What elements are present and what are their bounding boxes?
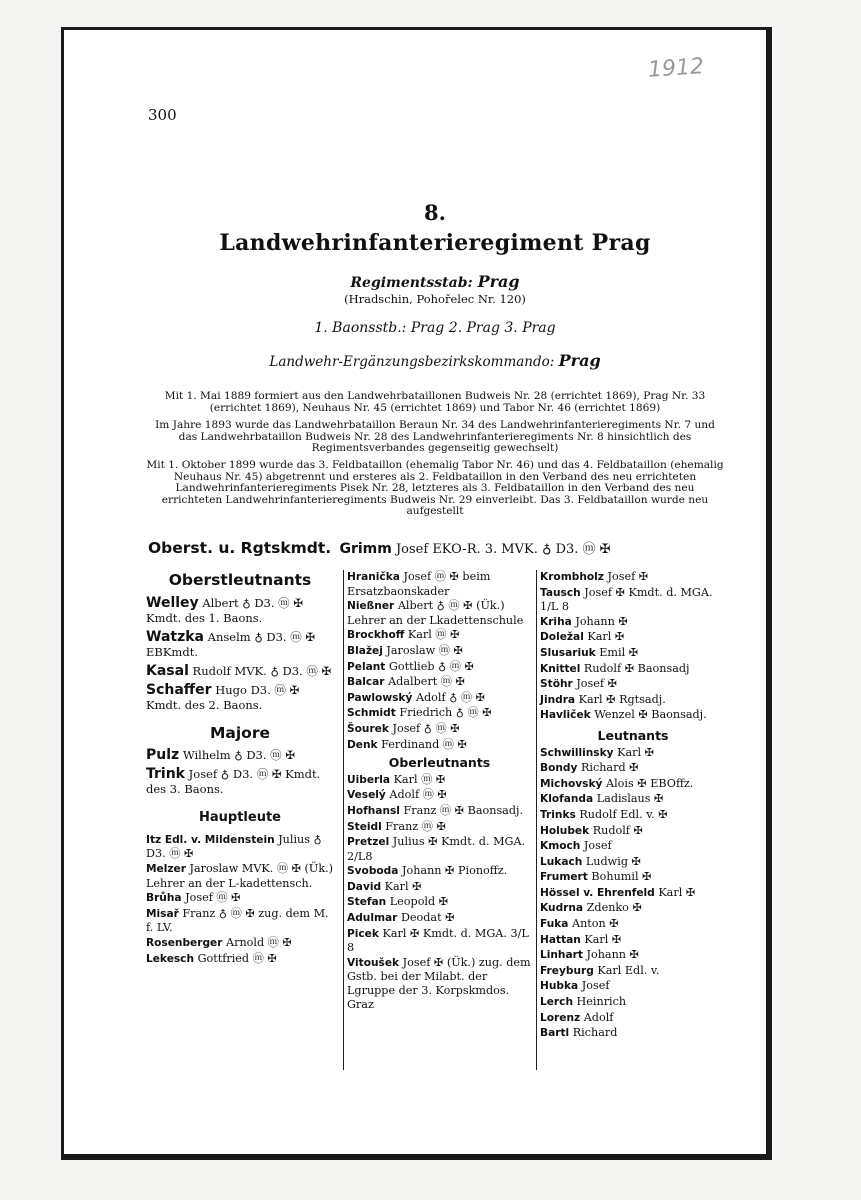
officer-details: Adalbert ⓜ ✠ — [388, 675, 465, 689]
officer-details: Karl ⓜ ✠ — [407, 628, 460, 642]
officer-surname: Linhart — [540, 949, 583, 962]
officer-entry — [540, 870, 726, 885]
officer-entry — [540, 948, 726, 963]
officer-surname: Veselý — [347, 789, 386, 802]
officer-entry — [540, 646, 726, 661]
officer-entry — [540, 995, 726, 1010]
officer-details: Karl ✠ — [617, 745, 655, 759]
heading-oberstleutnants: Oberstleutnants — [168, 571, 312, 589]
officer-details: Julius ♁ D3. ⓜ ✠ — [146, 832, 322, 861]
officer-surname: Trink — [146, 766, 185, 783]
officer-surname: Pelant — [347, 660, 386, 673]
officer-entry — [347, 864, 532, 879]
commander-label: Oberst. u. Rgtskmdt. — [148, 539, 332, 557]
officer-surname: Steidl — [347, 820, 382, 833]
officer-surname: Kriha — [540, 615, 572, 628]
officer-entry — [540, 615, 726, 630]
officer-details: Rudolf ✠ — [592, 823, 643, 837]
column-1 — [146, 570, 334, 967]
officer-entry — [347, 570, 532, 598]
officer-details: Josef ✠ — [576, 677, 617, 691]
officer-entry — [540, 708, 726, 723]
officer-entry — [540, 792, 726, 807]
officer-entry — [540, 1011, 726, 1026]
regiment-title: Landwehrinfanterieregiment Prag — [219, 230, 651, 256]
officer-surname: Freyburg — [540, 964, 594, 977]
regiment-commander — [148, 538, 611, 557]
officer-surname: Trinks — [540, 808, 576, 821]
officer-entry — [347, 804, 532, 819]
officer-details: Karl ✠ — [658, 885, 696, 899]
officer-surname: Fuka — [540, 918, 569, 931]
officer-details: Karl ⓜ ✠ — [393, 772, 446, 786]
officer-surname: Frumert — [540, 871, 588, 884]
officer-surname: Kudrna — [540, 902, 584, 915]
officer-entry — [347, 835, 532, 863]
officer-details: Jaroslaw MVK. ⓜ ✠ (Ük.) Lehrer an der L-kadettensch. — [146, 861, 334, 890]
officer-surname: Melzer — [146, 862, 186, 875]
officer-entry — [540, 677, 726, 692]
officer-details: Karl ✠ Kmdt. d. MGA. 3/L 8 — [347, 926, 529, 955]
officer-surname: Schmidt — [347, 707, 396, 720]
officer-details: Anton ✠ — [572, 917, 619, 931]
officer-details: Adolf ♁ ⓜ ✠ — [415, 690, 486, 704]
officer-details: Alois ✠ EBOffz. — [606, 776, 694, 790]
officer-details: Josef ⓜ ✠ beim Ersatzbaonskader — [347, 570, 491, 598]
officer-surname: Balcar — [347, 676, 385, 689]
baons-line: 1. Baonsstb.: Prag 2. Prag 3. Prag — [314, 320, 556, 336]
officer-entry — [540, 979, 726, 994]
page-number: 300 — [148, 106, 177, 124]
heading-oberleutnants: Oberleutnants — [388, 755, 491, 771]
officer-details: Josef ✠ — [607, 570, 649, 583]
officer-surname: Welley — [146, 594, 199, 611]
officer-entry — [146, 936, 334, 951]
officer-surname: Klofanda — [540, 793, 594, 806]
officer-surname: Nießner — [347, 600, 395, 613]
officer-surname: Pawlowský — [347, 691, 413, 704]
officer-entry — [540, 570, 726, 585]
officer-details: Gottfried ⓜ ✠ — [197, 951, 277, 965]
officer-details: Heinrich — [576, 995, 627, 1009]
history-paragraph-2: Im Jahre 1893 wurde das Landwehrbataillon Beraun Nr. 34 des Landwehrinfanterieregiments Nr. 7 und das Landwehrbataillon Budweis Nr. 28 des Landwehrinfanterieregiments Nr. 8 hinsichtlich des Regimentsverbandes gegenseitig gewechselt) — [155, 419, 715, 454]
officer-surname: Hofhansl — [347, 804, 400, 817]
officer-details: Bohumil ✠ — [591, 870, 652, 884]
officer-surname: Kmoch — [540, 840, 581, 853]
officer-details: Wenzel ✠ Baonsadj. — [594, 708, 707, 722]
stab-label: Regimentsstab: — [350, 275, 473, 291]
officer-surname: Stöhr — [540, 678, 573, 691]
officer-details: Arnold ⓜ ✠ — [226, 935, 292, 949]
officer-entry — [540, 808, 726, 823]
officer-entry — [146, 630, 334, 660]
officer-details: Ludwig ✠ — [585, 854, 641, 868]
officer-details: Johann ✠ Pionoffz. — [401, 864, 508, 878]
officer-details: Albert ♁ D3. ⓜ ✠ Kmdt. des 1. Baons. — [146, 595, 303, 625]
officer-surname: Blažej — [347, 644, 383, 657]
officer-surname: Watzka — [146, 628, 204, 645]
officer-surname: Hössel v. Ehrenfeld — [540, 886, 655, 899]
heading-majore: Majore — [209, 723, 270, 742]
erg-label: Landwehr-Ergänzungsbezirkskommando: — [269, 354, 555, 370]
officer-entry — [146, 833, 334, 861]
officer-surname: Bartl — [540, 1027, 570, 1040]
officer-details: Adolf ⓜ ✠ — [389, 788, 447, 802]
officer-entry — [540, 746, 726, 761]
officer-entry — [146, 596, 334, 626]
commander-details: Josef EKO-R. 3. MVK. ♁ D3. ⓜ ✠ — [395, 542, 611, 557]
officer-entry — [540, 777, 726, 792]
officer-details: Deodat ✠ — [400, 911, 455, 925]
officer-surname: Stefan — [347, 896, 387, 909]
officer-surname: Pulz — [146, 747, 180, 764]
officer-entry — [146, 748, 334, 763]
officer-entry — [146, 891, 334, 906]
officer-surname: Havliček — [540, 709, 591, 722]
officer-surname: Kasal — [146, 662, 189, 679]
officer-details: Johann ✠ — [575, 614, 628, 628]
officer-surname: Lorenz — [540, 1011, 581, 1024]
officer-entry — [347, 660, 532, 675]
handwritten-year-annotation: 1912 — [647, 54, 705, 83]
officer-surname: Krombholz — [540, 571, 604, 583]
officer-entry — [540, 761, 726, 776]
officer-entry — [347, 895, 532, 910]
officer-surname: Hranička — [347, 571, 400, 583]
officer-details: Anselm ♁ D3. ⓜ ✠ EBKmdt. — [146, 629, 316, 659]
officer-details: Rudolf ✠ Baonsadj — [583, 661, 690, 675]
regimentsstab-line — [120, 272, 750, 291]
officer-entry — [347, 738, 532, 753]
officer-surname: Vitoušek — [347, 956, 400, 969]
officer-details: Ferdinand ⓜ ✠ — [381, 737, 467, 751]
officer-entry — [540, 917, 726, 932]
officer-details: Emil ✠ — [599, 645, 639, 659]
heading-leutnants: Leutnants — [597, 727, 669, 743]
erganzung-line — [120, 351, 750, 370]
officer-surname: Michovský — [540, 777, 603, 790]
officer-details: Josef ⓜ ✠ — [185, 891, 241, 905]
officer-surname: Tausch — [540, 586, 581, 599]
officer-entry — [347, 773, 532, 788]
officer-entry — [347, 956, 532, 1011]
officer-entry — [540, 886, 726, 901]
officer-details: Wilhelm ♁ D3. ⓜ ✠ — [182, 748, 295, 763]
officer-details: Josef — [583, 839, 612, 853]
officer-entry — [347, 820, 532, 835]
officer-details: Leopold ✠ — [389, 895, 449, 909]
officer-details: Albert ♁ ⓜ ✠ (Ük.) Lehrer an der Lkadettenschule — [347, 599, 524, 627]
heading-hauptleute: Hauptleute — [199, 810, 281, 826]
officer-entry — [540, 586, 726, 614]
officer-entry — [146, 907, 334, 935]
officer-surname: Picek — [347, 927, 379, 940]
officer-entry — [347, 644, 532, 659]
officer-surname: Brůha — [146, 892, 182, 905]
officer-details: Rudolf MVK. ♁ D3. ⓜ ✠ — [192, 663, 332, 678]
officer-surname: Jindra — [540, 693, 576, 706]
officer-details: Ladislaus ✠ — [596, 792, 664, 806]
officer-surname: Lerch — [540, 996, 573, 1009]
officer-surname: Schaffer — [146, 681, 212, 698]
officer-details: Karl ✠ — [384, 879, 422, 893]
officer-surname: Šourek — [347, 722, 389, 735]
officer-surname: Knittel — [540, 662, 581, 675]
officer-surname: Itz Edl. v. Mildenstein — [146, 833, 275, 846]
officer-details: Josef ✠ Kmdt. d. MGA. 1/L 8 — [540, 585, 713, 614]
officer-details: Karl ✠ — [587, 630, 625, 644]
officer-entry — [146, 767, 334, 797]
officer-surname: Holubek — [540, 824, 590, 837]
officer-surname: Denk — [347, 738, 378, 751]
officer-entry — [146, 862, 334, 890]
history-paragraph-3: Mit 1. Oktober 1899 wurde das 3. Feldbataillon (ehemalig Tabor Nr. 46) und das 4. Feldbataillon (ehemalig Neuhaus Nr. 45) abgetrennt und ersteres als 2. Feldbataillon in den Verband des neu errichteten Landwehrinfanterieregiments Pisek Nr. 28, letzteres als 3. Feldbataillon in den Verband des neu errichteten Landwehrinfanterieregiments Budweis Nr. 29 einverleibt. Das 3. Feldbataillon wurde neu aufgestellt — [146, 459, 724, 517]
officer-entry — [146, 683, 334, 713]
officer-entry — [347, 911, 532, 926]
officer-entry — [540, 839, 726, 854]
officer-surname: Lukach — [540, 855, 583, 868]
officer-details: Gottlieb ♁ ⓜ ✠ — [388, 659, 474, 673]
officer-entry — [347, 599, 532, 627]
officer-details: Richard ✠ — [580, 761, 639, 775]
officer-details: Josef ♁ ⓜ ✠ — [392, 721, 460, 735]
officer-entry — [146, 952, 334, 967]
officer-entry — [540, 824, 726, 839]
stab-address: (Hradschin, Pohořelec Nr. 120) — [344, 292, 526, 306]
officer-entry — [540, 693, 726, 708]
officer-entry — [347, 722, 532, 737]
officer-details: Rudolf Edl. v. ✠ — [579, 807, 668, 821]
stab-place: Prag — [477, 272, 520, 291]
officer-surname: Rosenberger — [146, 936, 223, 949]
officer-entry — [540, 901, 726, 916]
column-3 — [536, 570, 726, 1070]
officer-entry — [347, 706, 532, 721]
officer-entry — [347, 675, 532, 690]
officer-details: Richard — [572, 1026, 618, 1040]
officer-surname: Adulmar — [347, 912, 398, 925]
officer-details: Josef ♁ D3. ⓜ ✠ Kmdt. des 3. Baons. — [146, 767, 321, 797]
officer-entry — [540, 964, 726, 979]
officer-surname: Svoboda — [347, 865, 399, 878]
column-2 — [343, 570, 532, 1070]
officer-entry — [540, 662, 726, 677]
officer-surname: Brockhoff — [347, 629, 405, 642]
officer-surname: Lekesch — [146, 952, 195, 965]
officer-entry — [347, 880, 532, 895]
officer-surname: Schwillinsky — [540, 746, 614, 759]
officer-entry — [347, 628, 532, 643]
officer-details: Franz ⓜ ✠ Baonsadj. — [403, 803, 524, 817]
officer-details: Friedrich ♁ ⓜ ✠ — [399, 706, 492, 720]
officer-entry — [540, 933, 726, 948]
officer-entry — [540, 855, 726, 870]
officer-surname: Doležal — [540, 631, 584, 644]
officer-details: Julius ✠ Kmdt. d. MGA. 2/L8 — [347, 835, 526, 863]
officer-entry — [347, 691, 532, 706]
officer-surname: Misař — [146, 907, 179, 920]
officer-surname: David — [347, 880, 382, 893]
officer-details: Karl ✠ Rgtsadj. — [578, 692, 666, 706]
officer-details: Franz ♁ ⓜ ✠ zug. dem M. f. LV. — [146, 906, 329, 935]
officer-details: Franz ⓜ ✠ — [385, 819, 446, 833]
officer-details: Hugo D3. ⓜ ✠ Kmdt. des 2. Baons. — [146, 682, 300, 712]
officer-surname: Uiberla — [347, 773, 391, 786]
officer-details: Jaroslaw ⓜ ✠ — [386, 643, 463, 657]
commander-surname: Grimm — [339, 541, 392, 557]
officer-details: Zdenko ✠ — [586, 901, 642, 915]
officer-surname: Bondy — [540, 762, 578, 775]
officer-details: Adolf — [583, 1010, 614, 1024]
officer-details: Josef — [581, 979, 610, 993]
officer-surname: Hubka — [540, 980, 579, 993]
officer-entry — [347, 927, 532, 955]
officer-entry — [540, 630, 726, 645]
officer-surname: Pretzel — [347, 836, 390, 849]
officer-surname: Slusariuk — [540, 646, 596, 659]
officer-entry — [540, 1026, 726, 1041]
officer-details: Johann ✠ — [586, 948, 639, 962]
officer-details: Josef ✠ (Ük.) zug. dem Gstb. bei der Milabt. der Lgruppe der 3. Korpskmdos. Graz — [347, 955, 531, 1011]
officer-entry — [146, 664, 334, 679]
officer-surname: Hattan — [540, 933, 581, 946]
officer-details: Karl ✠ — [584, 932, 622, 946]
erg-place: Prag — [558, 351, 601, 370]
history-paragraph-1: Mit 1. Mai 1889 formiert aus den Landwehrbataillonen Budweis Nr. 28 (errichtet 1869), Prag Nr. 33 (errichtet 1869), Neuhaus Nr. 45 (errichtet 1869) und Tabor Nr. 46 (errichtet 1869) — [164, 390, 706, 414]
regiment-number: 8. — [424, 200, 446, 225]
officer-entry — [347, 788, 532, 803]
officer-details: Karl Edl. v. — [597, 963, 660, 977]
